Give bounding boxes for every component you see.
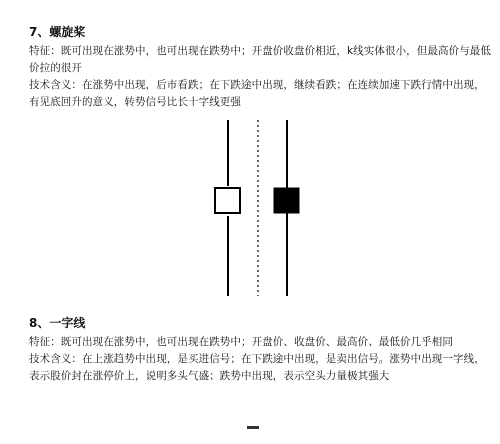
feature-text: 特征：既可出现在涨势中，也可出现在跌势中；开盘价、收盘价、最高价、最低价几乎相同 <box>29 336 453 348</box>
meaning-text: 技术含义：在涨势中出现，后市看跌；在下跌途中出现，继续看跌；在连续加速下跌行情中出现，有见底回升的意义，转势信号比长十字线更强 <box>29 79 485 108</box>
section-flat-line <box>29 315 491 385</box>
page-mark <box>247 426 259 429</box>
feature-text: 特征：既可出现在涨势中，也可出现在跌势中；开盘价收盘价相近，k线实体很小，但最高价与最低价拉的很开 <box>29 45 491 74</box>
solid-candle <box>274 120 299 296</box>
section-heading: 8、一字线 <box>29 316 86 330</box>
hollow-candle <box>215 120 240 296</box>
meaning-text: 技术含义：在上涨趋势中出现，是买进信号；在下跌途中出现，是卖出信号。涨势中出现一字线，表示股价封在涨停价上，说明多头气盛；跌势中出现，表示空头力量极其强大 <box>29 353 485 382</box>
section-heading: 7、螺旋桨 <box>29 25 86 39</box>
